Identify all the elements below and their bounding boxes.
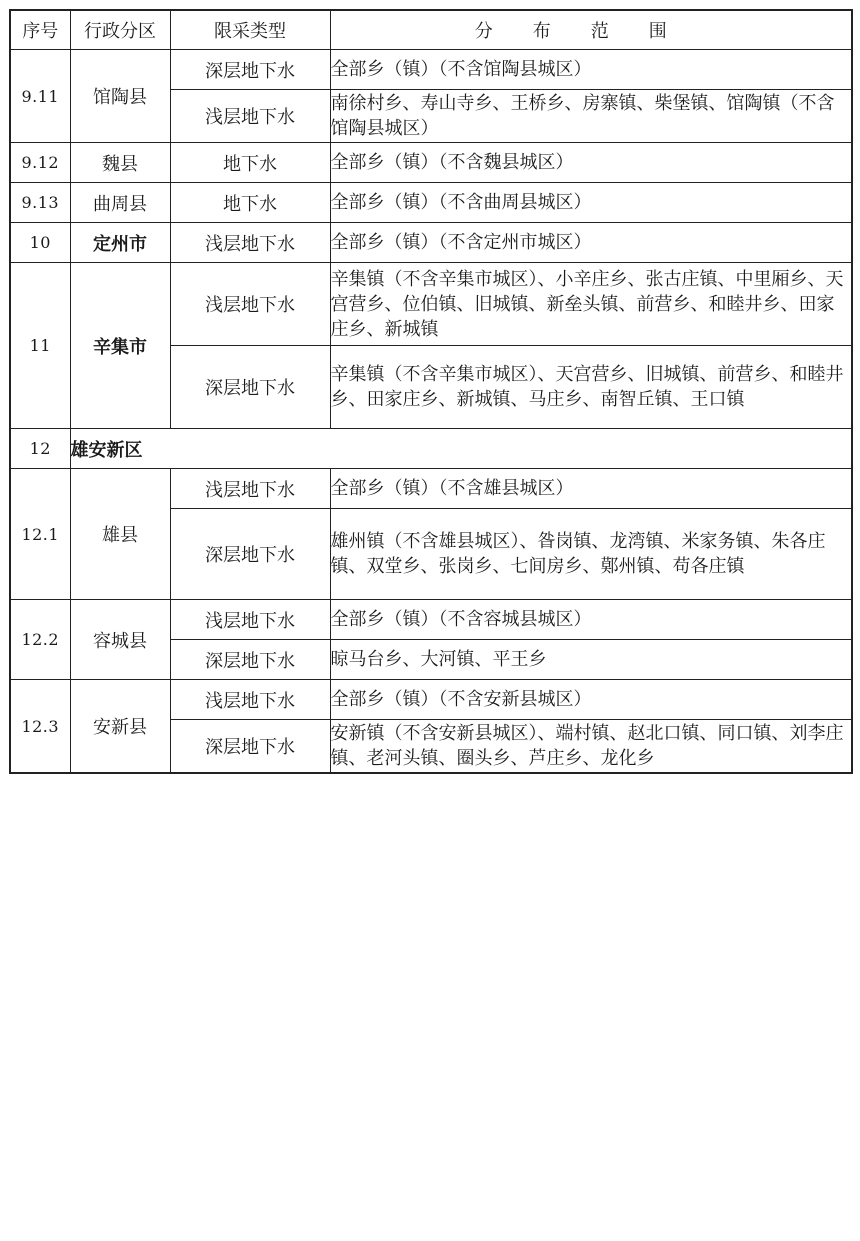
table-row <box>10 263 852 346</box>
row-index: 12.3 <box>10 680 70 774</box>
row-range: 全部乡（镇）（不含定州市城区） <box>330 223 852 263</box>
row-admin: 定州市 <box>70 223 170 263</box>
row-type: 深层地下水 <box>170 720 330 774</box>
row-range: 南徐村乡、寿山寺乡、王桥乡、房寨镇、柴堡镇、馆陶镇（不含馆陶县城区） <box>330 90 852 143</box>
row-admin: 魏县 <box>70 143 170 183</box>
row-admin: 容城县 <box>70 600 170 680</box>
groundwater-restriction-table <box>9 9 853 774</box>
header-index: 序号 <box>10 10 70 50</box>
row-type: 浅层地下水 <box>170 600 330 640</box>
row-index: 9.12 <box>10 143 70 183</box>
row-admin: 馆陶县 <box>70 50 170 143</box>
table-row <box>10 680 852 720</box>
row-type: 浅层地下水 <box>170 469 330 509</box>
row-range: 辛集镇（不含辛集市城区）、小辛庄乡、张古庄镇、中里厢乡、天宫营乡、位伯镇、旧城镇、新垒头镇、前营乡、和睦井乡、田家庄乡、新城镇 <box>330 263 852 346</box>
table-row <box>10 429 852 469</box>
header-admin-division: 行政分区 <box>70 10 170 50</box>
row-type: 深层地下水 <box>170 346 330 429</box>
row-range: 安新镇（不含安新县城区）、端村镇、赵北口镇、同口镇、刘李庄镇、老河头镇、圈头乡、芦庄乡、龙化乡 <box>330 720 852 774</box>
table-row <box>10 469 852 509</box>
row-type: 地下水 <box>170 183 330 223</box>
row-type: 浅层地下水 <box>170 223 330 263</box>
table-header-row <box>10 10 852 50</box>
row-type: 地下水 <box>170 143 330 183</box>
row-range: 雄州镇（不含雄县城区）、昝岗镇、龙湾镇、米家务镇、朱各庄镇、双堂乡、张岗乡、七间房乡、鄚州镇、苟各庄镇 <box>330 509 852 600</box>
row-range: 晾马台乡、大河镇、平王乡 <box>330 640 852 680</box>
row-group-name: 雄安新区 <box>70 429 852 469</box>
row-range: 全部乡（镇）（不含魏县城区） <box>330 143 852 183</box>
table-row <box>10 183 852 223</box>
row-admin: 辛集市 <box>70 263 170 429</box>
header-distribution-range: 分布范围 <box>330 10 852 50</box>
row-range: 全部乡（镇）（不含安新县城区） <box>330 680 852 720</box>
row-index: 11 <box>10 263 70 429</box>
row-index: 12.2 <box>10 600 70 680</box>
table-row <box>10 50 852 90</box>
row-type: 深层地下水 <box>170 50 330 90</box>
row-type: 深层地下水 <box>170 509 330 600</box>
row-range: 全部乡（镇）（不含雄县城区） <box>330 469 852 509</box>
row-admin: 安新县 <box>70 680 170 774</box>
row-range: 辛集镇（不含辛集市城区）、天宫营乡、旧城镇、前营乡、和睦井乡、田家庄乡、新城镇、马庄乡、南智丘镇、王口镇 <box>330 346 852 429</box>
row-type: 浅层地下水 <box>170 680 330 720</box>
row-range: 全部乡（镇）（不含馆陶县城区） <box>330 50 852 90</box>
header-restriction-type: 限采类型 <box>170 10 330 50</box>
row-index: 12.1 <box>10 469 70 600</box>
row-index: 9.11 <box>10 50 70 143</box>
row-index: 10 <box>10 223 70 263</box>
table-row <box>10 223 852 263</box>
row-admin: 雄县 <box>70 469 170 600</box>
row-type: 深层地下水 <box>170 640 330 680</box>
row-admin: 曲周县 <box>70 183 170 223</box>
table-row <box>10 600 852 640</box>
table-row <box>10 143 852 183</box>
row-index: 12 <box>10 429 70 469</box>
row-range: 全部乡（镇）（不含曲周县城区） <box>330 183 852 223</box>
row-index: 9.13 <box>10 183 70 223</box>
row-type: 浅层地下水 <box>170 263 330 346</box>
row-type: 浅层地下水 <box>170 90 330 143</box>
row-range: 全部乡（镇）（不含容城县城区） <box>330 600 852 640</box>
